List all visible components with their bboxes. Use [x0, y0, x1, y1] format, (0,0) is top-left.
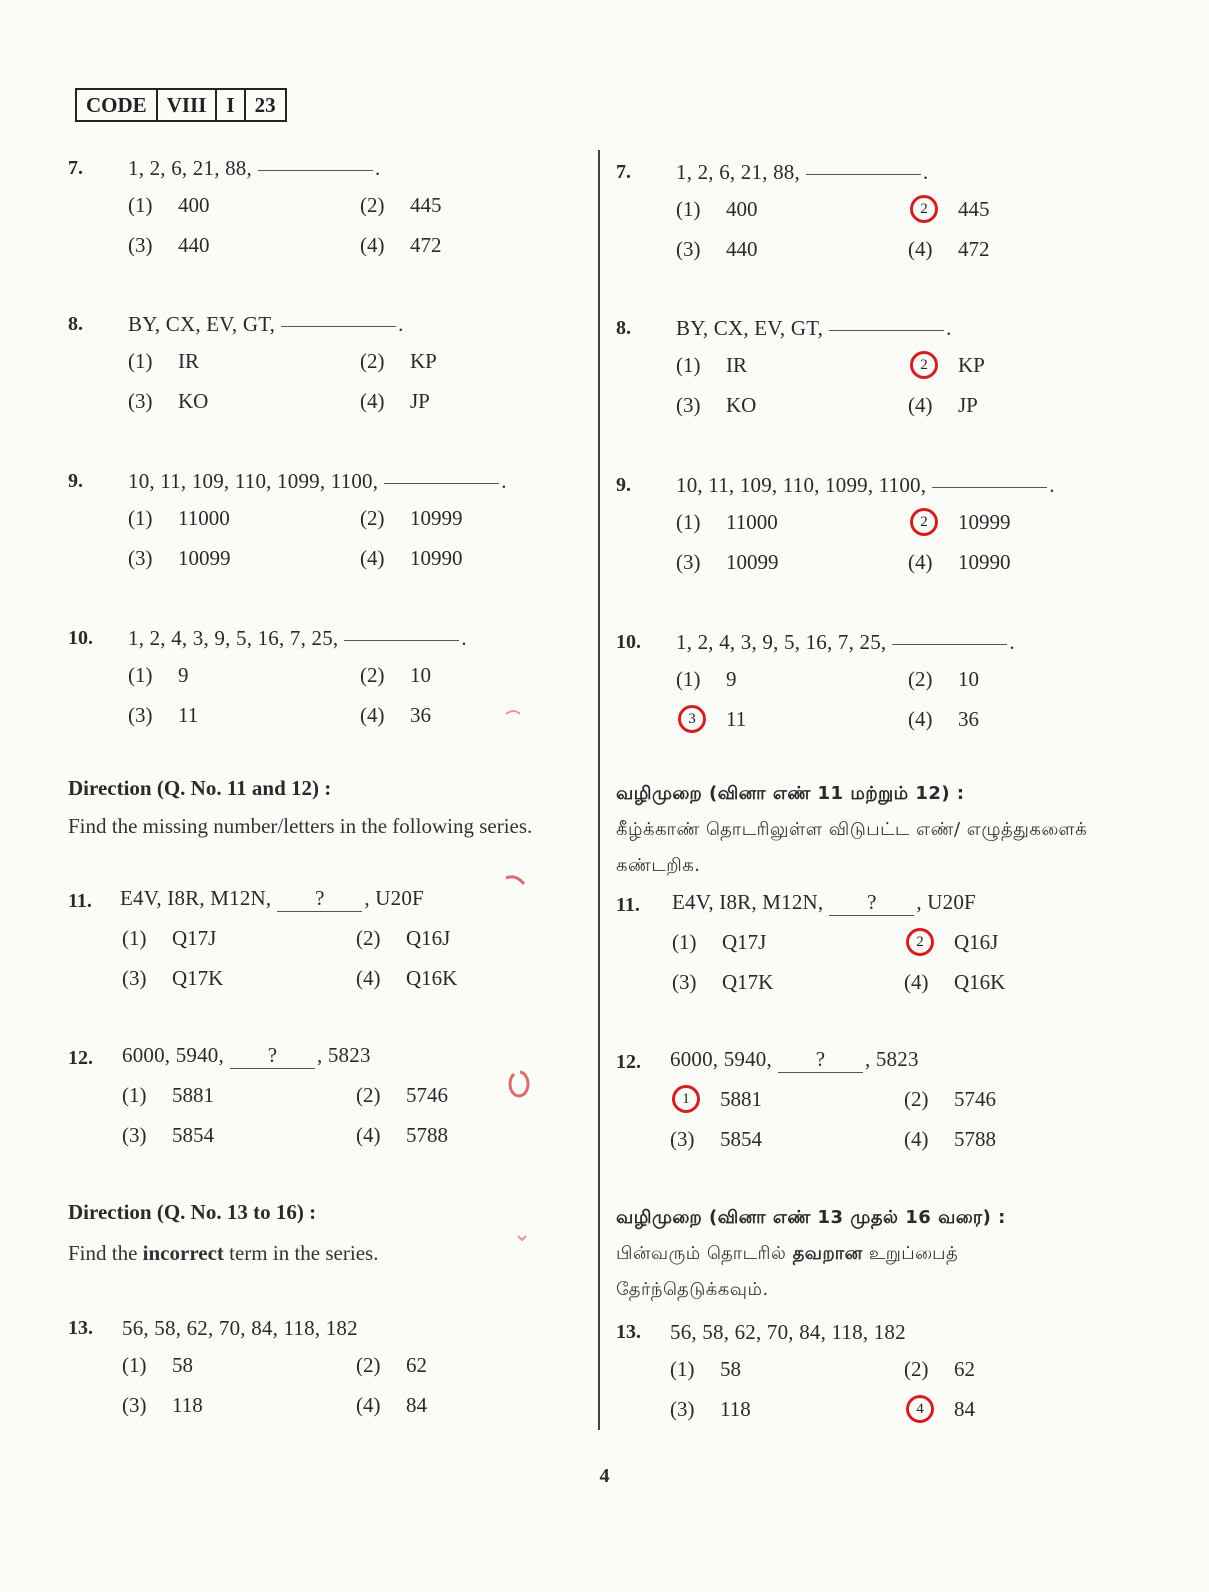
option-4[interactable]: (4) 10990: [360, 545, 463, 570]
question-text: E4V, I8R, M12N,: [120, 886, 272, 910]
answer-mark: 3: [678, 705, 706, 733]
option-4[interactable]: (4) 472: [360, 232, 442, 257]
direction-heading: Direction (Q. No. 11 and 12) :: [68, 776, 332, 800]
question-11: 11. E4V, I8R, M12N, ? , U20F (1) Q17J 2 Q16J (3) Q17K (4) Q16K: [608, 887, 1128, 1003]
question-13: 13. 56, 58, 62, 70, 84, 118, 182 (1) 58 (2) 62 (3) 118 4 84: [608, 1314, 1128, 1430]
option-3[interactable]: (3) 440: [676, 236, 758, 261]
answer-mark: 2: [910, 508, 938, 536]
question-text: 6000, 5940,: [670, 1047, 772, 1071]
option-2[interactable]: (2) Q16J: [356, 925, 451, 950]
option-2[interactable]: (2) 445: [360, 192, 442, 217]
option-2[interactable]: (2) 10: [360, 662, 431, 687]
question-text: 1, 2, 4, 3, 9, 5, 16, 7, 25,: [128, 625, 339, 650]
option-3[interactable]: (3) Q17K: [122, 965, 224, 990]
code-part: I: [217, 90, 245, 120]
option-3[interactable]: (3) 5854: [670, 1126, 762, 1151]
direction-body: பின்வரும் தொடரில் தவறான உறுப்பைத் தேர்ந்தெடுக்கவும்.: [616, 1243, 959, 1300]
direction-heading: Direction (Q. No. 13 to 16) :: [68, 1200, 317, 1224]
option-1[interactable]: (1) 11000: [676, 509, 778, 534]
question-8: 8. BY, CX, EV, GT, . (1) IR (2) KP (3) KO (4) JP: [60, 306, 580, 422]
option-4[interactable]: (4) 5788: [356, 1122, 448, 1147]
question-10: 10. 1, 2, 4, 3, 9, 5, 16, 7, 25, . (1) 9 (2) 10 (3) 11 (4) 36: [60, 620, 580, 736]
direction-13-16: [616, 1200, 1126, 1308]
bleed-through-marks: [500, 700, 540, 1280]
direction-body: கீழ்க்காண் தொடரிலுள்ள விடுபட்ட எண்/ எழுத்துகளைக் கண்டறிக.: [616, 819, 1088, 876]
question-11: 11. E4V, I8R, M12N, ? , U20F (1) Q17J (2) Q16J (3) Q17K (4) Q16K: [60, 883, 580, 999]
option-4[interactable]: (4) 36: [360, 702, 431, 727]
option-1[interactable]: (1) 400: [128, 192, 210, 217]
code-class: VIII: [158, 90, 218, 120]
option-2-marked[interactable]: 2 445: [908, 190, 990, 228]
option-1[interactable]: (1) 11000: [128, 505, 230, 530]
option-4[interactable]: (4) 10990: [908, 549, 1011, 574]
option-3[interactable]: (3) 11: [128, 702, 199, 727]
option-2-marked[interactable]: 2 KP: [908, 346, 985, 384]
option-3[interactable]: (3) KO: [676, 392, 757, 417]
question-12: 12. 6000, 5940, ? , 5823 (1) 5881 (2) 5746 (3) 5854 (4) 5788: [60, 1040, 580, 1156]
page-number: 4: [599, 1465, 610, 1487]
option-4[interactable]: (4) 472: [908, 236, 990, 261]
option-2[interactable]: (2) 10: [908, 666, 979, 691]
question-text: 10, 11, 109, 110, 1099, 1100,: [676, 472, 927, 497]
direction-body: Find the incorrect term in the series.: [68, 1241, 379, 1265]
option-2[interactable]: (2) KP: [360, 348, 437, 373]
question-text: 6000, 5940,: [122, 1043, 224, 1067]
question-8: 8. BY, CX, EV, GT, . (1) IR 2 KP (3) KO (4) JP: [608, 310, 1128, 426]
code-box: [75, 88, 287, 122]
question-7: 7. 1, 2, 6, 21, 88, . (1) 400 (2) 445 (3) 440 (4) 472: [60, 150, 580, 266]
answer-mark: 2: [910, 195, 938, 223]
option-1[interactable]: (1) 9: [128, 662, 189, 687]
question-text: 1, 2, 4, 3, 9, 5, 16, 7, 25,: [676, 629, 887, 654]
option-4-marked[interactable]: 4 84: [904, 1390, 975, 1428]
option-3[interactable]: (3) 10099: [676, 549, 779, 574]
option-3[interactable]: (3) 10099: [128, 545, 231, 570]
answer-mark: 2: [910, 351, 938, 379]
option-1-marked[interactable]: 1 5881: [670, 1080, 762, 1118]
option-1[interactable]: (1) 400: [676, 196, 758, 221]
answer-mark: 1: [672, 1085, 700, 1113]
option-4[interactable]: (4) 36: [908, 706, 979, 731]
direction-body: Find the missing number/letters in the following series.: [68, 814, 533, 838]
option-3[interactable]: (3) 5854: [122, 1122, 214, 1147]
question-10: 10. 1, 2, 4, 3, 9, 5, 16, 7, 25, . (1) 9 (2) 10 3 11 (4) 36: [608, 624, 1128, 740]
question-9: 9. 10, 11, 109, 110, 1099, 1100, . (1) 11000 (2) 10999 (3) 10099 (4) 10990: [60, 463, 580, 579]
question-text: E4V, I8R, M12N,: [672, 890, 824, 914]
option-1[interactable]: (1) 5881: [122, 1082, 214, 1107]
option-3[interactable]: (3) KO: [128, 388, 209, 413]
option-3[interactable]: (3) 118: [670, 1396, 751, 1421]
question-12: 12. 6000, 5940, ? , 5823 1 5881 (2) 5746 (3) 5854 (4) 5788: [608, 1044, 1128, 1160]
question-7: 7. 1, 2, 6, 21, 88, . (1) 400 2 445 (3) 440 (4) 472: [608, 154, 1128, 270]
option-1[interactable]: (1) 58: [670, 1356, 741, 1381]
option-4[interactable]: (4) JP: [908, 392, 978, 417]
question-text: 56, 58, 62, 70, 84, 118, 182: [670, 1319, 906, 1344]
option-2[interactable]: (2) 10999: [360, 505, 463, 530]
answer-mark: 2: [906, 928, 934, 956]
question-13: 13. 56, 58, 62, 70, 84, 118, 182 (1) 58 (2) 62 (3) 118 (4) 84: [60, 1310, 580, 1426]
question-text: BY, CX, EV, GT,: [128, 311, 276, 336]
option-3-marked[interactable]: 3 11: [676, 700, 746, 738]
option-2[interactable]: (2) 5746: [356, 1082, 448, 1107]
option-1[interactable]: (1) IR: [676, 352, 747, 377]
question-number: 7.: [68, 156, 83, 179]
direction-heading: வழிமுறை (வினா எண் 13 முதல் 16 வரை) :: [616, 1207, 1006, 1228]
option-2-marked[interactable]: 2 Q16J: [904, 923, 998, 961]
option-4[interactable]: (4) Q16K: [904, 969, 1006, 994]
question-text: BY, CX, EV, GT,: [676, 315, 824, 340]
option-1[interactable]: (1) 58: [122, 1352, 193, 1377]
question-text: 1, 2, 6, 21, 88,: [676, 159, 800, 184]
option-4[interactable]: (4) JP: [360, 388, 430, 413]
question-text: 10, 11, 109, 110, 1099, 1100,: [128, 468, 379, 493]
option-2-marked[interactable]: 2 10999: [908, 503, 1011, 541]
option-4[interactable]: (4) 5788: [904, 1126, 996, 1151]
code-label: CODE: [77, 90, 158, 120]
option-3[interactable]: (3) 440: [128, 232, 210, 257]
option-1[interactable]: (1) Q17J: [672, 929, 767, 954]
option-2[interactable]: (2) 62: [904, 1356, 975, 1381]
question-text: 1, 2, 6, 21, 88,: [128, 155, 252, 180]
option-3[interactable]: (3) 118: [122, 1392, 203, 1417]
answer-mark: 4: [906, 1395, 934, 1423]
question-9: 9. 10, 11, 109, 110, 1099, 1100, . (1) 11000 2 10999 (3) 10099 (4) 10990: [608, 467, 1128, 583]
option-2[interactable]: (2) 5746: [904, 1086, 996, 1111]
column-divider: [598, 150, 600, 1430]
option-1[interactable]: (1) 9: [676, 666, 737, 691]
option-1[interactable]: (1) Q17J: [122, 925, 217, 950]
option-4[interactable]: (4) 84: [356, 1392, 427, 1417]
question-text: 56, 58, 62, 70, 84, 118, 182: [122, 1315, 358, 1340]
option-1[interactable]: (1) IR: [128, 348, 199, 373]
code-year: 23: [254, 92, 276, 117]
option-3[interactable]: (3) Q17K: [672, 969, 774, 994]
option-4[interactable]: (4) Q16K: [356, 965, 458, 990]
direction-11-12: [616, 776, 1126, 884]
option-2[interactable]: (2) 62: [356, 1352, 427, 1377]
direction-heading: வழிமுறை (வினா எண் 11 மற்றும் 12) :: [616, 783, 965, 804]
